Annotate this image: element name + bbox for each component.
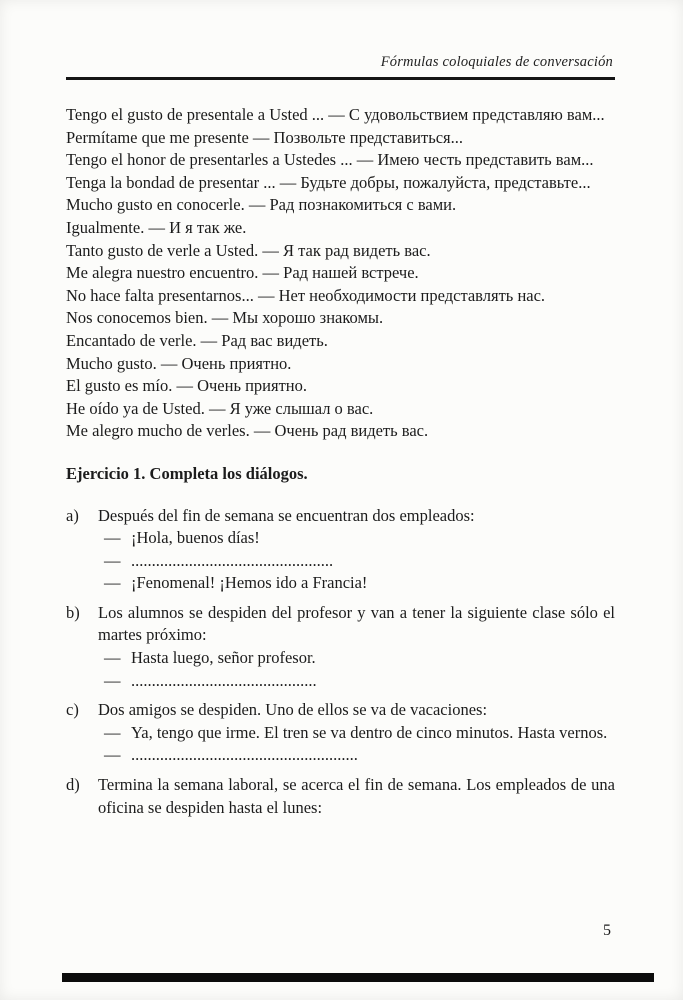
dialog-line	[104, 527, 615, 550]
phrase: Me alegra nuestro encuentro. — Рад нашей встрече.	[66, 263, 419, 283]
item-label: a)	[66, 505, 79, 525]
phrase: Igualmente. — И я так же.	[66, 217, 247, 237]
dialog-line	[104, 744, 615, 767]
exercise-item-d	[66, 774, 615, 819]
dialog-line	[104, 722, 615, 745]
item-label: d)	[66, 775, 80, 795]
dialog-line	[104, 550, 615, 573]
phrase-list	[66, 104, 615, 443]
exercise-list	[66, 505, 615, 820]
scan-edge-bar	[62, 973, 654, 982]
item-prompt: Los alumnos se despiden del profesor y van a tener la siguiente clase sólo el martes próximo:	[98, 602, 615, 645]
dialog-dash: —	[104, 573, 121, 593]
dialog-dash: —	[104, 670, 121, 690]
dialog-dash: —	[104, 528, 121, 548]
item-body	[98, 505, 615, 595]
phrase: No hace falta presentarnos... — Нет необходимости представлять нас.	[66, 285, 546, 305]
header-rule	[66, 77, 615, 80]
dialog-dash: —	[104, 550, 121, 570]
item-prompt: Dos amigos se despiden. Uno de ellos se va de vacaciones:	[98, 700, 488, 720]
dialog-text: ¡Fenomenal! ¡Hemos ido a Francia!	[131, 573, 368, 593]
dialog-line	[104, 670, 615, 693]
exercise-item-b	[66, 602, 615, 692]
dialog-dash: —	[104, 745, 121, 765]
dialog-blank-line: .............................................	[131, 670, 317, 690]
phrase: Tanto gusto de verle a Usted. — Я так рад видеть вас.	[66, 240, 431, 260]
running-header: Fórmulas coloquiales de conversación	[380, 54, 613, 70]
dialog-line	[104, 647, 615, 670]
item-body	[98, 699, 615, 767]
phrase: Mucho gusto en conocerle. — Рад познакомиться с вами.	[66, 195, 457, 215]
item-label: c)	[66, 700, 79, 720]
item-body	[98, 774, 615, 819]
dialog-blank-line: .................................................	[131, 550, 334, 570]
dialog-dash: —	[104, 722, 121, 742]
phrase: Tenga la bondad de presentar ... — Будьте добры, пожалуйста, представьте...	[66, 172, 591, 192]
phrase: He oído ya de Usted. — Я уже слышал о вас.	[66, 398, 374, 418]
phrase: Nos conocemos bien. — Мы хорошо знакомы.	[66, 308, 384, 328]
dialog-text: ¡Hola, buenos días!	[131, 528, 260, 548]
phrase: Tengo el gusto de presentale a Usted ... — С удовольствием представляю вам...	[66, 105, 605, 124]
dialog-blank-line: .......................................................	[131, 745, 358, 765]
item-prompt: Termina la semana laboral, se acerca el fin de semana. Los empleados de una oficina se despiden hasta el lunes:	[98, 775, 615, 817]
phrase: Me alegro mucho de verles. — Очень рад видеть вас.	[66, 421, 429, 441]
phrase: Tengo el honor de presentarles a Ustedes ... — Имею честь представить вам...	[66, 150, 594, 170]
item-body	[98, 602, 615, 692]
phrase: Mucho gusto. — Очень приятно.	[66, 353, 292, 373]
phrase: Permítame que me presente — Позвольте представиться...	[66, 127, 464, 147]
item-prompt: Después del fin de semana se encuentran dos empleados:	[98, 505, 475, 525]
item-label: b)	[66, 602, 80, 622]
dialog-text: Hasta luego, señor profesor.	[131, 648, 316, 668]
exercise-title: Ejercicio 1. Completa los diálogos.	[66, 463, 308, 483]
phrase: Encantado de verle. — Рад вас видеть.	[66, 330, 328, 350]
exercise-item-c	[66, 699, 615, 767]
exercise-item-a	[66, 505, 615, 595]
dialog-dash: —	[104, 648, 121, 668]
dialog-text: Ya, tengo que irme. El tren se va dentro de cinco minutos. Hasta vernos.	[131, 722, 608, 742]
page-number: 5	[603, 922, 611, 939]
dialog-line	[104, 572, 615, 595]
phrase: El gusto es mío. — Очень приятно.	[66, 376, 308, 396]
